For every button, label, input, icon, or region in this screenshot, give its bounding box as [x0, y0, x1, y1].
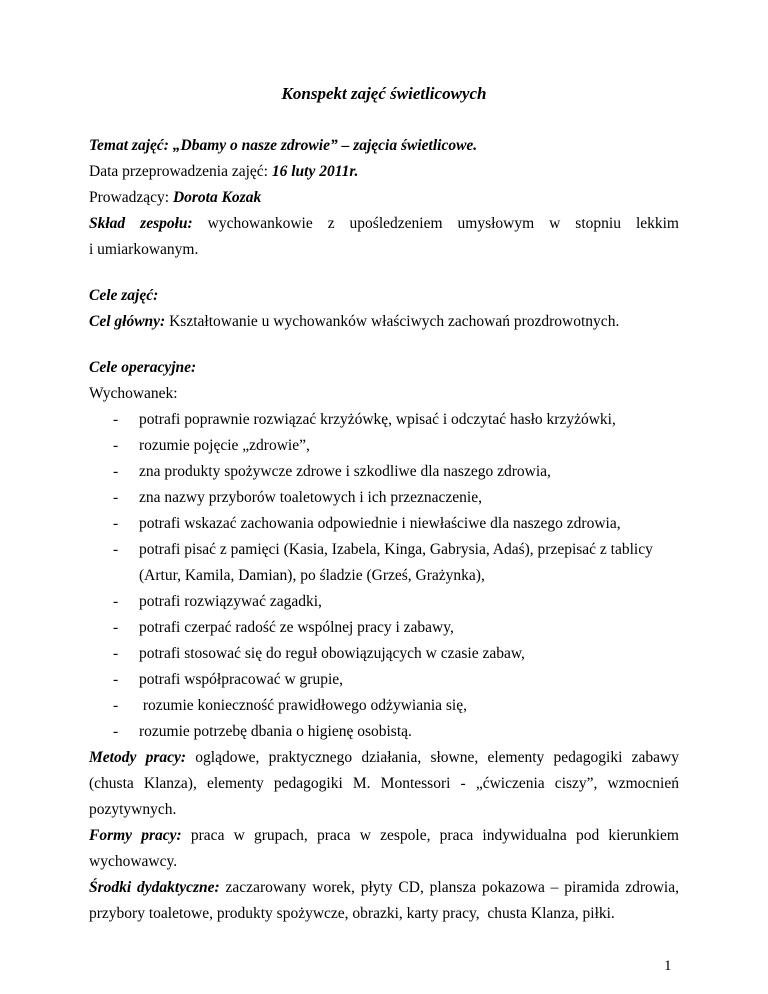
list-item: rozumie pojęcie „zdrowie”,: [139, 437, 310, 454]
list-item: potrafi wskazać zachowania odpowiednie i niewłaściwe dla naszego zdrowia,: [139, 515, 621, 532]
list-bullet: -: [113, 645, 119, 662]
list-bullet: -: [113, 723, 119, 740]
leader-label: Prowadzący:: [89, 189, 173, 206]
list-item: potrafi stosować się do reguł obowiązujących w czasie zabaw,: [139, 645, 525, 662]
date-value: 16 luty 2011r.: [271, 163, 359, 180]
document-title: Konspekt zajęć świetlicowych: [281, 84, 487, 103]
main-goal-label: Cel główny:: [89, 313, 166, 330]
team-line-1: [89, 214, 679, 234]
list-bullet: -: [113, 489, 119, 506]
list-item: zna nazwy przyborów toaletowych i ich przeznaczenie,: [139, 489, 482, 506]
list-bullet: -: [113, 437, 119, 454]
forms-line-2: wychowawcy.: [89, 853, 178, 870]
methods-label: Metody pracy:: [89, 749, 187, 766]
list-item: rozumie potrzebę dbania o higienę osobistą.: [139, 723, 412, 740]
list-bullet: -: [113, 541, 119, 558]
list-item: potrafi poprawnie rozwiązać krzyżówkę, wpisać i odczytać hasło krzyżówki,: [139, 411, 616, 428]
list-bullet: -: [113, 671, 119, 688]
date-label: Data przeprowadzenia zajęć:: [89, 163, 272, 180]
operational-intro: Wychowanek:: [89, 385, 178, 402]
list-bullet: -: [113, 697, 119, 714]
methods-line-2: (chusta Klanza), elementy pedagogiki M. Montessori - „ćwiczenia ciszy”, wzmocnień: [89, 775, 679, 792]
means-line-1: [89, 878, 679, 898]
team-text-1: wychowankowie z upośledzeniem umysłowym w stopniu lekkim: [192, 215, 679, 232]
main-goal-value: Kształtowanie u wychowanków właściwych zachowań prozdrowotnych.: [165, 313, 620, 330]
team-label: Skład zespołu:: [89, 215, 193, 232]
forms-label: Formy pracy:: [89, 827, 182, 844]
methods-line-3: pozytywnych.: [89, 801, 177, 818]
operational-heading: Cele operacyjne:: [89, 359, 197, 376]
list-item-continuation: (Artur, Kamila, Damian), po śladzie (Grześ, Grażynka),: [139, 567, 485, 584]
means-label: Środki dydaktyczne:: [89, 879, 220, 896]
means-text-1: zaczarowany worek, płyty CD, plansza pokazowa – piramida zdrowia,: [219, 879, 679, 896]
topic-line: Temat zajęć: „Dbamy o nasze zdrowie” – zajęcia świetlicowe.: [89, 137, 478, 154]
methods-text-1: oglądowe, praktycznego działania, słowne, elementy pedagogiki zabawy: [186, 749, 679, 766]
list-item: potrafi pisać z pamięci (Kasia, Izabela, Kinga, Gabrysia, Adaś), przepisać z tablicy: [139, 541, 653, 558]
forms-line-1: [89, 826, 679, 846]
goals-heading: Cele zajęć:: [89, 287, 159, 304]
methods-line-1: [89, 748, 679, 768]
date-line: [89, 162, 679, 182]
list-item: potrafi współpracować w grupie,: [139, 671, 344, 688]
list-item: potrafi czerpać radość ze wspólnej pracy i zabawy,: [139, 619, 454, 636]
list-bullet: -: [113, 411, 119, 428]
list-bullet: -: [113, 463, 119, 480]
main-goal-line: [89, 312, 679, 332]
leader-value: Dorota Kozak: [172, 189, 262, 206]
forms-text-1: praca w grupach, praca w zespole, praca indywidualna pod kierunkiem: [181, 827, 679, 844]
leader-line: [89, 188, 679, 208]
means-line-2: przybory toaletowe, produkty spożywcze, obrazki, karty pracy, chusta Klanza, piłki.: [89, 905, 615, 922]
list-item: rozumie konieczność prawidłowego odżywiania się,: [139, 697, 467, 714]
team-line-2: i umiarkowanym.: [89, 241, 199, 258]
list-bullet: -: [113, 515, 119, 532]
page-number: 1: [664, 958, 672, 974]
list-item: potrafi rozwiązywać zagadki,: [139, 593, 322, 610]
list-bullet: -: [113, 593, 119, 610]
list-item: zna produkty spożywcze zdrowe i szkodliwe dla naszego zdrowia,: [139, 463, 551, 480]
list-bullet: -: [113, 619, 119, 636]
